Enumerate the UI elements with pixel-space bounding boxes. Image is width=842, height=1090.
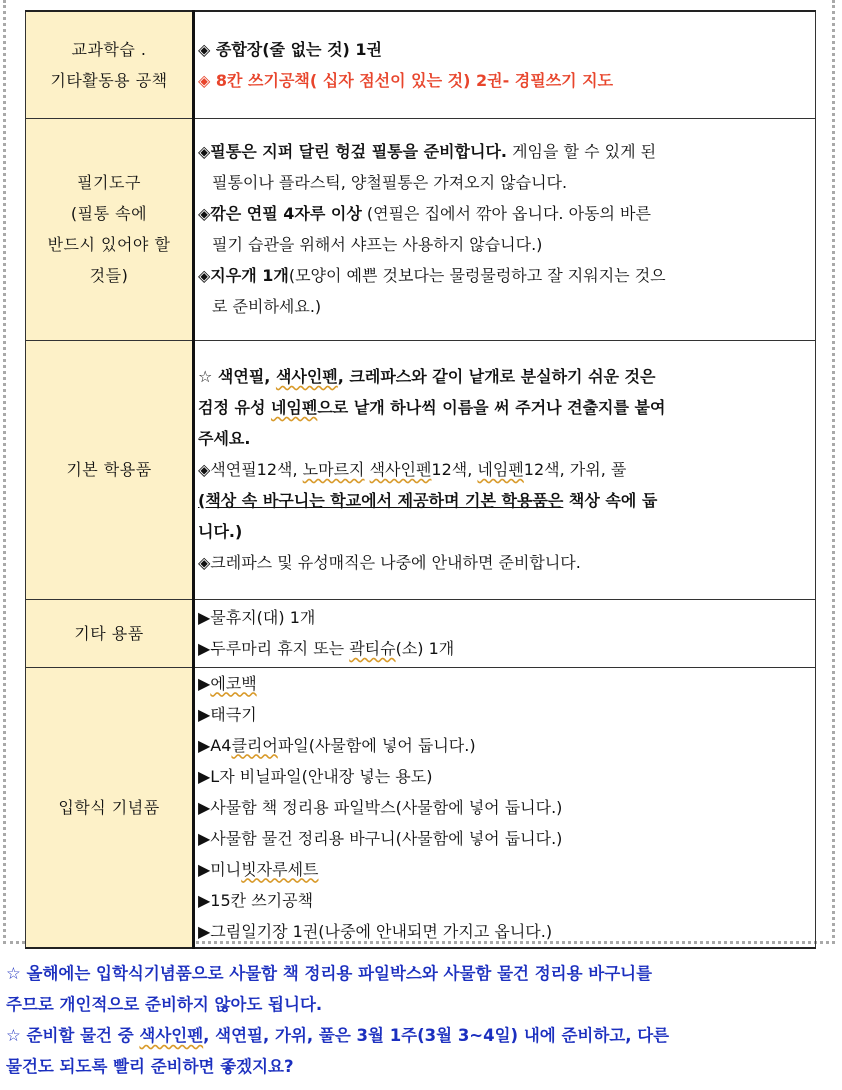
gift-broom-set: ▶미니빗자루세트: [198, 859, 319, 879]
gift-diary: ▶그림일기장 1권(나중에 안내되면 가지고 옵니다.): [198, 921, 553, 941]
category-other-supplies: 기타 용품: [26, 599, 194, 667]
basket-note: (책상 속 바구니는 학교에서 제공하며 기본 학용품은 책상 속에 둡: [198, 491, 658, 510]
gift-flag: ▶태극기: [198, 704, 257, 724]
gift-notebook: ▶15칸 쓰기공책: [198, 890, 314, 910]
gift-basket: ▶사물함 물건 정리용 바구니(사물함에 넣어 둡니다.): [198, 828, 563, 848]
footer-notes: [6, 958, 836, 1082]
row-notebooks: [26, 11, 816, 118]
item-pencil-case: ◈필통은 지퍼 달린 헝겊 필통을 준비합니다. 게임을 할 수 있게 된: [198, 142, 657, 161]
content-basic-supplies: [194, 340, 816, 599]
item-pencil-case-cont: 필통이나 플라스틱, 양철필통은 가져오지 않습니다.: [212, 173, 568, 192]
note-1: ☆ 올해에는 입학식기념품으로 사물함 책 정리용 파일박스와 사물함 물건 정리용 바구니를: [6, 964, 653, 983]
note-1-cont: 주므로 개인적으로 준비하지 않아도 됩니다.: [6, 995, 323, 1014]
item-eraser: ◈지우개 1개(모양이 예쁜 것보다는 물렁물렁하고 잘 지워지는 것으: [198, 266, 666, 285]
row-basic-supplies: [26, 340, 816, 599]
row-writing-tools: [26, 118, 816, 340]
row-entrance-gifts: [26, 667, 816, 948]
gift-clear-file: ▶A4클리어파일(사물함에 넣어 둡니다.): [198, 735, 476, 755]
item-plain-notebook: ◈ 종합장(줄 없는 것) 1권: [198, 39, 382, 59]
note-2: ☆ 준비할 물건 중 색사인펜, 색연필, 가위, 풀은 3월 1주(3월 3~4일) 내에 준비하고, 다른: [6, 1026, 670, 1045]
item-grid-notebook: ◈ 8칸 쓰기공책( 십자 점선이 있는 것) 2권- 경필쓰기 지도: [198, 70, 614, 90]
star-note-line-1: ☆ 색연필, 색사인펜, 크레파스와 같이 낱개로 분실하기 쉬운 것은: [198, 367, 656, 386]
category-notebooks: 교과학습 . 기타활동용 공책: [26, 11, 194, 118]
item-eraser-cont: 로 준비하세요.): [212, 297, 322, 316]
content-notebooks: [194, 11, 816, 118]
category-entrance-gifts: 입학식 기념품: [26, 667, 194, 948]
item-tissue: ▶두루마리 휴지 또는 곽티슈(소) 1개: [198, 639, 455, 658]
star-note-line-2: 검정 유성 네임펜으로 낱개 하나씩 이름을 써 주거나 견출지를 붙여: [198, 398, 666, 417]
gift-ecobag: ▶에코백: [198, 673, 257, 693]
item-crayon-note: ◈크레파스 및 유성매직은 나중에 안내하면 준비합니다.: [198, 553, 581, 572]
category-writing-tools: 필기도구 (필통 속에 반드시 있어야 할 것들): [26, 118, 194, 340]
row-other-supplies: [26, 599, 816, 667]
item-basic-supplies: ◈색연필12색, 노마르지 색사인펜12색, 네임펜12색, 가위, 풀: [198, 460, 627, 479]
gift-file-box: ▶사물함 책 정리용 파일박스(사물함에 넣어 둡니다.): [198, 797, 563, 817]
basket-note-cont: 니다.): [198, 522, 243, 541]
content-writing-tools: [194, 118, 816, 340]
item-pencils: ◈깎은 연필 4자루 이상 (연필은 집에서 깎아 옵니다. 아동의 바른: [198, 204, 651, 223]
item-pencils-cont: 필기 습관을 위해서 샤프는 사용하지 않습니다.): [212, 235, 543, 254]
content-other-supplies: [194, 599, 816, 667]
item-wet-wipes: ▶물휴지(대) 1개: [198, 608, 316, 627]
star-note-line-3: 주세요.: [198, 429, 251, 448]
supplies-table: [25, 10, 816, 949]
content-entrance-gifts: [194, 667, 816, 948]
category-basic-supplies: 기본 학용품: [26, 340, 194, 599]
gift-vinyl-file: ▶L자 비닐파일(안내장 넣는 용도): [198, 766, 433, 786]
note-2-cont: 물건도 되도록 빨리 준비하면 좋겠지요?: [6, 1057, 294, 1076]
